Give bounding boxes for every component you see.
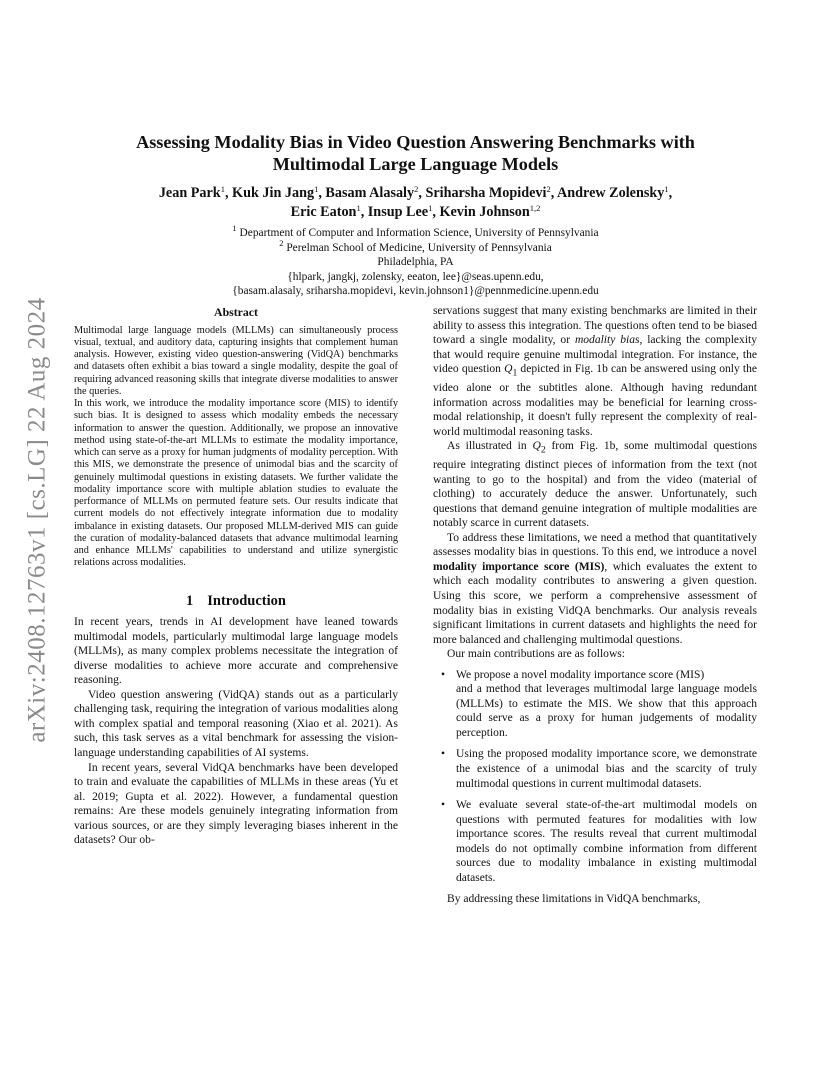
paper-title (74, 131, 757, 175)
section-number: 1 (186, 592, 194, 609)
contributions-intro: Our main contributions are as follows: (447, 648, 625, 661)
author-list: Jean Park$^1$, Kuk Jin Jang$^1$, Basam Alasaly$^2$, Sriharsha Mopidevi$^2$, Andrew Zolensky$^1$, Eric Eaton$^1$, Insup Lee$^1$, Kevin Johnson$^{1,2}$ (158, 184, 673, 220)
section-title: Introduction (207, 592, 286, 609)
affiliations (74, 223, 757, 299)
affiliation-1: $^1$ Department of Computer and Information Science, University of Pennsylvania (232, 223, 599, 239)
author: Jean Park$^1$ (158, 184, 225, 201)
body-paragraph-closing: By addressing these limitations in VidQA benchmarks, (447, 893, 701, 906)
list-item: • We propose a novel modality importance score (MIS) and a method that leverages multimodal large language models (MLLMs) to estimate the MIS. We show that this approach could serve as a proxy for human judgements of modality perception. (433, 668, 757, 741)
intro-paragraph-3: In recent years, several VidQA benchmarks have been developed to train and evaluate the capabilities of MLLMs in these areas (Yu et al. 2019; Gupta et al. 2022). However, a fundamental question remains: Are these models genuinely integrating information from various sources, or are they simply leveraging biases inherent in the datasets? Our ob- (74, 761, 398, 847)
author: Kuk Jin Jang$^1$ (232, 184, 319, 201)
affiliation-2: $^2$ Perelman School of Medicine, University of Pennsylvania (279, 237, 552, 254)
right-column (433, 304, 757, 907)
title-line-2: Multimodal Large Language Models (272, 154, 559, 174)
author: Basam Alasaly$^2$ (325, 184, 419, 201)
intro-paragraph-2: Video question answering (VidQA) stands out as a particularly challenging task, requiring the integration of various modalities along with complex spatial and temporal reasoning (Xiao et al. 2021). As such, this task serves as a vital benchmark for assessing the vision-language understanding capabilities of AI systems. (74, 688, 398, 760)
body-paragraph-mis: To address these limitations, we need a method that quantitatively assesses modality bias in questions. To this end, we introduce a novel modality importance score (MIS), which evaluates the extent to which each modality contributes to answering a given question. Using this score, we perform a comprehensive assessment of modality bias in existing VidQA benchmarks. Our analysis reveals significant limitations in current datasets and highlights the need for more balanced and challenging multimodal questions. (433, 531, 757, 646)
affiliation-location: Philadelphia, PA (377, 256, 454, 269)
abstract-paragraph-2: In this work, we introduce the modality importance score (MIS) to identify such bias. It is designed to assess which modality embeds the necessary information to answer the question. Additionally, we propose an innovative method using state-of-the-art MLLMs to estimate the modality importance, which can serve as a proxy for human judgments of modality perception. With this MIS, we demonstrate the presence of unimodal bias and the scarcity of genuinely multimodal questions in existing datasets. We further validate the modality importance score with multiple ablation studies to evaluate the performance of MLLMs on permuted feature sets. Our results indicate that current models do not effectively integrate information due to modality imbalance in existing datasets. Our proposed MLLM-derived MIS can guide the curation of modality-balanced datasets that advance multimodal learning and enhance MLLMs' capabilities to understand and utilize synergistic relations across modalities. (74, 398, 398, 569)
author: Eric Eaton$^1$ (290, 203, 361, 220)
author: Insup Lee$^1$ (367, 203, 433, 220)
author-emails-2: {basam.alasaly, sriharsha.mopidevi, kevin.johnson1}@pennmedicine.upenn.edu (232, 285, 599, 298)
section-heading-introduction (74, 594, 398, 609)
author: Sriharsha Mopidevi$^2$ (425, 184, 551, 201)
intro-paragraph-1: In recent years, trends in AI development have leaned towards multimodal models, particularly multimodal large language models (MLLMs), as many complex problems necessitate the integration of diverse modalities to achieve more accurate and comprehensive reasoning. (74, 616, 398, 687)
abstract-section (74, 305, 398, 570)
body-paragraph-q2: As illustrated in $Q_2$ from Fig. 1b, some multimodal questions require integrating distinct pieces of information from the text (not wanting to go to the hospital) and from the video (material of clothing) to accurately deduce the answer. Unfortunately, such questions that demand genuine integration of multiple modalities are notably scarce in current datasets. (433, 440, 757, 530)
title-line-1: Assessing Modality Bias in Video Question Answering Benchmarks with (136, 132, 695, 152)
abstract-paragraph-1: Multimodal large language models (MLLMs) can simultaneously process visual, textual, and auditory data, capturing insights that complement human analysis. However, existing video question-answering (VidQA) benchmarks and datasets often exhibit a bias toward a single modality, despite the goal of requiring advanced reasoning skills that integrate diverse modalities to answer the queries. (74, 324, 398, 397)
list-item: • Using the proposed modality importance score, we demonstrate the existence of a unimodal bias and the scarcity of truly multimodal questions in current multimodal datasets. (433, 747, 757, 791)
arxiv-id-text: arXiv:2408.12763v1 [cs.LG] 22 Aug 2024 (24, 297, 51, 743)
arxiv-identifier-stamp (14, 280, 62, 760)
author: Kevin Johnson$^{1,2}$ (439, 203, 541, 220)
author-emails-1: {hlpark, jangkj, zolensky, eeaton, lee}@seas.upenn.edu, (287, 270, 544, 283)
contributions-list (433, 668, 757, 886)
paper-header (74, 131, 757, 299)
left-column (74, 305, 398, 848)
abstract-heading: Abstract (214, 305, 258, 319)
author: Andrew Zolensky$^1$ (557, 184, 669, 201)
body-paragraph-continued: servations suggest that many existing benchmarks are limited in their ability to assess this integration. The questions often tend to be biased toward a single modality, or modality bias, lacking the complexity that would require genuine multimodal integration. For instance, the video question $Q_1$ depicted in Fig. 1b can be answered using only the video alone or the subtitles alone. Although having redundant information across modalities may be beneficial for learning cross-modal relationship, it doesn't fully represent the complexity of real-world multimodal reasoning tasks. (433, 305, 758, 438)
list-item: • We evaluate several state-of-the-art multimodal models on questions with permuted features for modalities with low importance scores. The results reveal that current multimodal models do not optimally combine information from different sources due to modality imbalance in existing multimodal datasets. (433, 798, 757, 885)
